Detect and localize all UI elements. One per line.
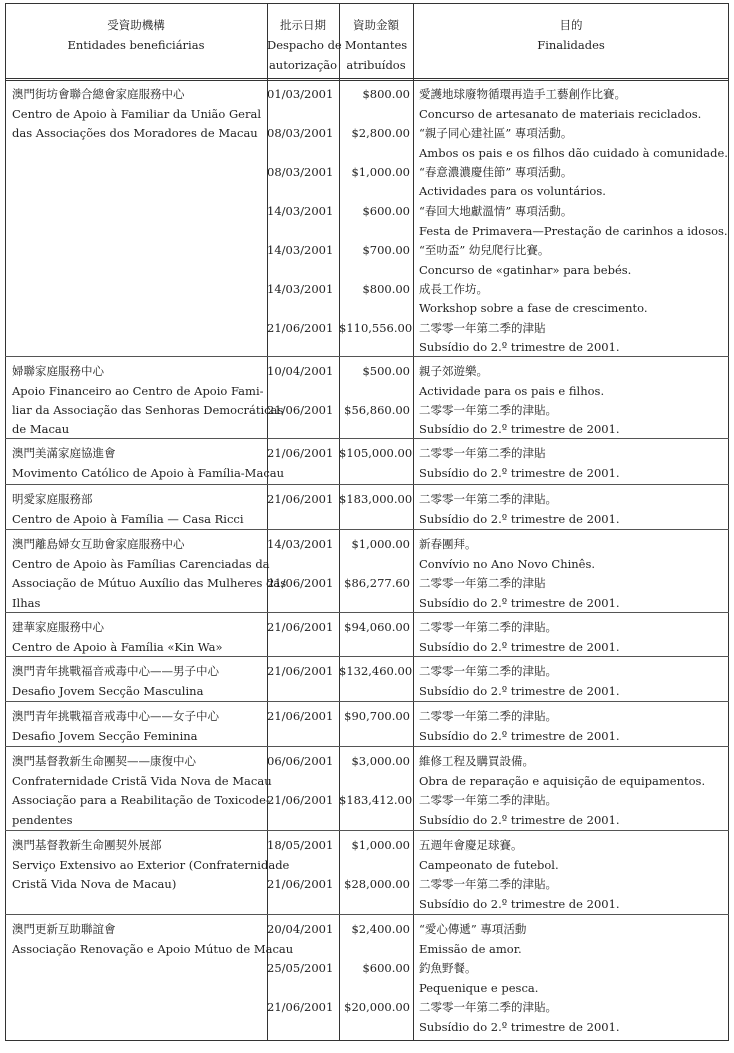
purpose-pt: Emissão de amor. bbox=[419, 942, 522, 956]
purpose-zh: 二零零一年第二季的津貼。 bbox=[419, 620, 557, 634]
grant-amount: $86,277.60 bbox=[344, 576, 410, 590]
purpose-pt: Pequenique e pesca. bbox=[419, 981, 539, 995]
purpose-pt: Subsídio do 2.º trimestre de 2001. bbox=[419, 813, 620, 827]
purpose-zh: 二零零一年第二季的津貼。 bbox=[419, 403, 557, 417]
header-amount-zh: 資助金額 bbox=[353, 18, 399, 32]
grant-date: 14/03/2001 bbox=[267, 537, 334, 551]
grant-date: 25/05/2001 bbox=[267, 961, 334, 975]
entity-name: de Macau bbox=[12, 422, 70, 436]
header-divider bbox=[5, 78, 729, 81]
purpose-pt: Actividade para os pais e filhos. bbox=[419, 384, 605, 398]
grant-amount: $800.00 bbox=[362, 282, 410, 296]
row-divider bbox=[5, 356, 729, 357]
purpose-zh: “親子同心建社區” 專項活動。 bbox=[419, 126, 573, 140]
purpose-pt: Subsídio do 2.º trimestre de 2001. bbox=[419, 466, 620, 480]
purpose-zh: 愛護地球廢物循環再造手工藝創作比賽。 bbox=[419, 87, 626, 101]
purpose-zh: 親子郊遊樂。 bbox=[419, 364, 488, 378]
entity-name: Centro de Apoio às Famílias Carenciadas da bbox=[12, 557, 270, 571]
grant-date: 06/06/2001 bbox=[267, 754, 334, 768]
purpose-pt: Subsídio do 2.º trimestre de 2001. bbox=[419, 596, 620, 610]
purpose-zh: 二零零一年第二季的津貼 bbox=[419, 321, 546, 335]
purpose-pt: Ambos os pais e os filhos dão cuidado à comunidade. bbox=[419, 146, 728, 160]
grant-date: 08/03/2001 bbox=[267, 126, 334, 140]
column-divider bbox=[413, 3, 414, 1041]
grant-amount: $1,000.00 bbox=[351, 165, 410, 179]
entity-name: Centro de Apoio à Família — Casa Ricci bbox=[12, 512, 244, 526]
purpose-zh: 成長工作坊。 bbox=[419, 282, 488, 296]
grant-amount: $56,860.00 bbox=[344, 403, 410, 417]
purpose-pt: Festa de Primavera—Prestação de carinhos a idosos. bbox=[419, 224, 728, 238]
grant-amount: $3,000.00 bbox=[351, 754, 410, 768]
entity-name: 澳門美滿家庭協進會 bbox=[12, 446, 116, 460]
purpose-pt: Subsídio do 2.º trimestre de 2001. bbox=[419, 729, 620, 743]
entity-name: Apoio Financeiro ao Centro de Apoio Fami- bbox=[12, 384, 264, 398]
entity-name: pendentes bbox=[12, 813, 73, 827]
purpose-zh: 二零零一年第二季的津貼。 bbox=[419, 709, 557, 723]
entity-name: Associação de Mútuo Auxílio das Mulheres das bbox=[12, 576, 287, 590]
grant-date: 21/06/2001 bbox=[267, 576, 334, 590]
grant-date: 21/06/2001 bbox=[267, 446, 334, 460]
grant-date: 21/06/2001 bbox=[267, 664, 334, 678]
grant-amount: $183,000.00 bbox=[339, 492, 413, 506]
purpose-zh: “春回大地獻溫情” 專項活動。 bbox=[419, 204, 573, 218]
purpose-zh: 五週年會慶足球賽。 bbox=[419, 838, 523, 852]
entity-name: Confraternidade Cristã Vida Nova de Macau bbox=[12, 774, 272, 788]
header-date-pt: Despacho de bbox=[267, 38, 342, 52]
purpose-zh: 新春團拜。 bbox=[419, 537, 477, 551]
entity-name: Desafio Jovem Secção Masculina bbox=[12, 684, 204, 698]
grant-amount: $90,700.00 bbox=[344, 709, 410, 723]
grant-date: 21/06/2001 bbox=[267, 1000, 334, 1014]
purpose-pt: Subsídio do 2.º trimestre de 2001. bbox=[419, 897, 620, 911]
header-amount-pt: Montantes bbox=[344, 38, 408, 52]
purpose-pt: Actividades para os voluntários. bbox=[419, 184, 606, 198]
purpose-zh: 二零零一年第二季的津貼。 bbox=[419, 793, 557, 807]
purpose-pt: Subsídio do 2.º trimestre de 2001. bbox=[419, 684, 620, 698]
grant-amount: $2,800.00 bbox=[351, 126, 410, 140]
entity-name: liar da Associação das Senhoras Democráticas bbox=[12, 403, 284, 417]
entity-name: Centro de Apoio à Familiar da União Geral bbox=[12, 107, 262, 121]
grant-amount: $132,460.00 bbox=[339, 664, 413, 678]
grant-date: 14/03/2001 bbox=[267, 204, 334, 218]
row-divider bbox=[5, 529, 729, 530]
purpose-pt: Subsídio do 2.º trimestre de 2001. bbox=[419, 340, 620, 354]
entity-name: 建華家庭服務中心 bbox=[12, 620, 104, 634]
grant-date: 14/03/2001 bbox=[267, 282, 334, 296]
entity-name: Associação Renovação e Apoio Mútuo de Macau bbox=[12, 942, 294, 956]
purpose-pt: Concurso de artesanato de materiais reciclados. bbox=[419, 107, 702, 121]
grant-date: 21/06/2001 bbox=[267, 403, 334, 417]
entity-name: Associação para a Reabilitação de Toxicode- bbox=[12, 793, 270, 807]
entity-name: 澳門基督教新生命團契外展部 bbox=[12, 838, 162, 852]
header-entity-pt: Entidades beneficiárias bbox=[67, 38, 205, 52]
purpose-pt: Subsídio do 2.º trimestre de 2001. bbox=[419, 422, 620, 436]
entity-name: das Associações dos Moradores de Macau bbox=[12, 126, 258, 140]
row-divider bbox=[5, 830, 729, 831]
grant-date: 21/06/2001 bbox=[267, 492, 334, 506]
purpose-zh: 二零零一年第二季的津貼。 bbox=[419, 1000, 557, 1014]
row-divider bbox=[5, 438, 729, 439]
purpose-pt: Subsídio do 2.º trimestre de 2001. bbox=[419, 512, 620, 526]
row-divider bbox=[5, 701, 729, 702]
purpose-zh: “春意濃濃慶佳節” 專項活動。 bbox=[419, 165, 573, 179]
row-divider bbox=[5, 914, 729, 915]
purpose-zh: 二零零一年第二季的津貼。 bbox=[419, 877, 557, 891]
purpose-zh: 維修工程及購買設備。 bbox=[419, 754, 534, 768]
grant-amount: $110,556.00 bbox=[339, 321, 413, 335]
purpose-zh: “至叻盃” 幼兒爬行比賽。 bbox=[419, 243, 550, 257]
entity-name: Desafio Jovem Secção Feminina bbox=[12, 729, 198, 743]
grant-date: 18/05/2001 bbox=[267, 838, 334, 852]
entity-name: Movimento Católico de Apoio à Família-Macau bbox=[12, 466, 285, 480]
row-divider bbox=[5, 484, 729, 485]
header-purpose-pt: Finalidades bbox=[537, 38, 605, 52]
purpose-zh: 二零零一年第二季的津貼。 bbox=[419, 492, 557, 506]
grant-amount: $28,000.00 bbox=[344, 877, 410, 891]
purpose-zh: 二零零一年第二季的津貼 bbox=[419, 576, 546, 590]
grant-amount: $20,000.00 bbox=[344, 1000, 410, 1014]
entity-name: 澳門街坊會聯合總會家庭服務中心 bbox=[12, 87, 185, 101]
grant-amount: $183,412.00 bbox=[339, 793, 413, 807]
grant-amount: $94,060.00 bbox=[344, 620, 410, 634]
entity-name: Centro de Apoio à Família «Kin Wa» bbox=[12, 640, 223, 654]
grant-amount: $800.00 bbox=[362, 87, 410, 101]
purpose-zh: 釣魚野餐。 bbox=[419, 961, 477, 975]
entity-name: 澳門更新互助聯誼會 bbox=[12, 922, 116, 936]
row-divider bbox=[5, 612, 729, 613]
purpose-pt: Subsídio do 2.º trimestre de 2001. bbox=[419, 640, 620, 654]
entity-name: 明愛家庭服務部 bbox=[12, 492, 93, 506]
header-purpose-zh: 目的 bbox=[559, 18, 583, 32]
purpose-pt: Convívio no Ano Novo Chinês. bbox=[419, 557, 596, 571]
purpose-zh: 二零零一年第二季的津貼。 bbox=[419, 664, 557, 678]
grant-amount: $1,000.00 bbox=[351, 838, 410, 852]
grant-date: 21/06/2001 bbox=[267, 877, 334, 891]
grant-date: 20/04/2001 bbox=[267, 922, 334, 936]
entity-name: Ilhas bbox=[12, 596, 41, 610]
grant-date: 08/03/2001 bbox=[267, 165, 334, 179]
purpose-pt: Workshop sobre a fase de crescimento. bbox=[419, 301, 648, 315]
grant-amount: $2,400.00 bbox=[351, 922, 410, 936]
entity-name: 澳門青年挑戰福音戒毒中心——男子中心 bbox=[12, 664, 219, 678]
grant-amount: $700.00 bbox=[362, 243, 410, 257]
purpose-pt: Campeonato de futebol. bbox=[419, 858, 559, 872]
purpose-zh: “愛心傳遞” 專項活動 bbox=[419, 922, 527, 936]
header-amount-pt: atribuídos bbox=[346, 58, 406, 72]
purpose-pt: Subsídio do 2.º trimestre de 2001. bbox=[419, 1020, 620, 1034]
row-divider bbox=[5, 656, 729, 657]
purpose-pt: Obra de reparação e aquisição de equipamentos. bbox=[419, 774, 706, 788]
entity-name: Serviço Extensivo ao Exterior (Confraternidade bbox=[12, 858, 290, 872]
grant-amount: $105,000.00 bbox=[339, 446, 413, 460]
header-entity-zh: 受資助機構 bbox=[107, 18, 165, 32]
row-divider bbox=[5, 746, 729, 747]
entity-name: 澳門離島婦女互助會家庭服務中心 bbox=[12, 537, 185, 551]
entity-name: Cristã Vida Nova de Macau) bbox=[12, 877, 177, 891]
purpose-pt: Concurso de «gatinhar» para bebés. bbox=[419, 263, 632, 277]
grant-amount: $600.00 bbox=[362, 961, 410, 975]
grant-date: 10/04/2001 bbox=[267, 364, 334, 378]
entity-name: 婦聯家庭服務中心 bbox=[12, 364, 104, 378]
grant-amount: $600.00 bbox=[362, 204, 410, 218]
grant-date: 21/06/2001 bbox=[267, 709, 334, 723]
grant-amount: $500.00 bbox=[362, 364, 410, 378]
entity-name: 澳門基督教新生命團契——康復中心 bbox=[12, 754, 196, 768]
grant-date: 01/03/2001 bbox=[267, 87, 334, 101]
entity-name: 澳門青年挑戰福音戒毒中心——女子中心 bbox=[12, 709, 219, 723]
header-date-zh: 批示日期 bbox=[280, 18, 326, 32]
grant-date: 21/06/2001 bbox=[267, 793, 334, 807]
grant-date: 21/06/2001 bbox=[267, 321, 334, 335]
grant-date: 14/03/2001 bbox=[267, 243, 334, 257]
header-date-pt: autorização bbox=[268, 58, 338, 72]
purpose-zh: 二零零一年第二季的津貼 bbox=[419, 446, 546, 460]
grant-amount: $1,000.00 bbox=[351, 537, 410, 551]
grant-date: 21/06/2001 bbox=[267, 620, 334, 634]
